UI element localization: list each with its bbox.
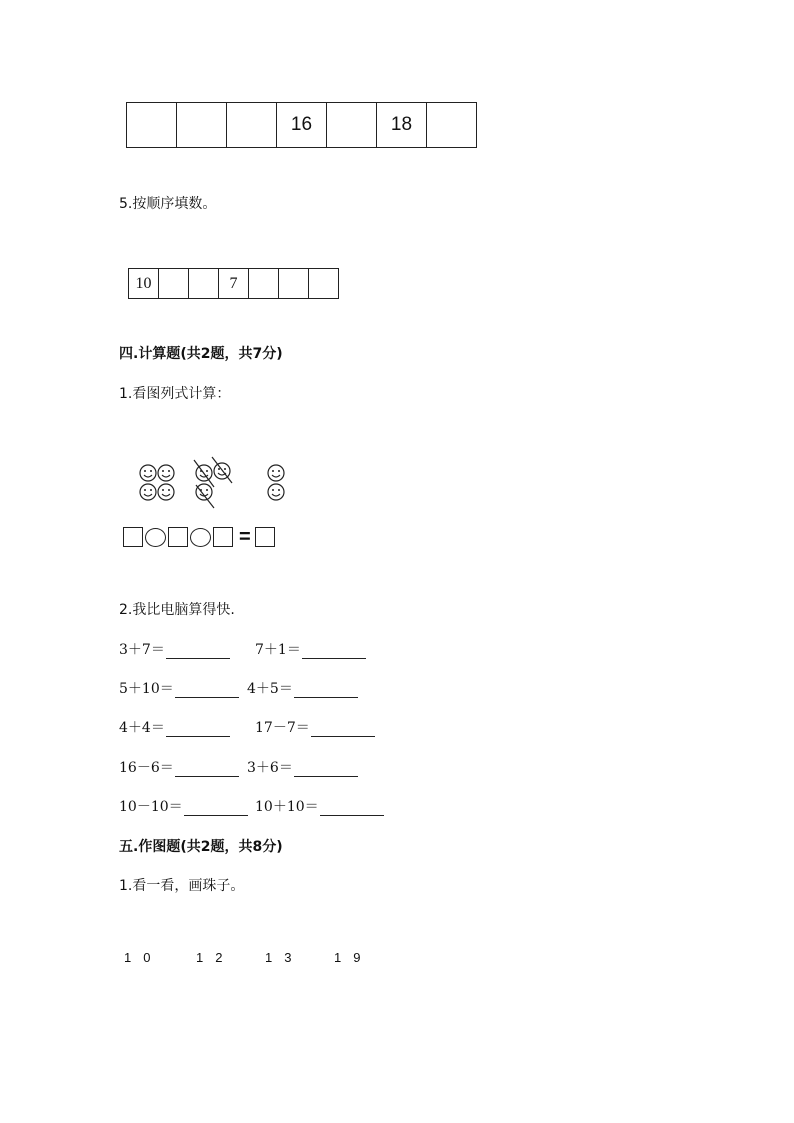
answer-box[interactable] — [168, 527, 188, 547]
answer-box[interactable] — [213, 527, 233, 547]
bead-number: 13 — [265, 950, 304, 965]
equation-row — [119, 757, 239, 777]
equation-row — [255, 717, 375, 737]
sequence-cell[interactable] — [189, 269, 219, 298]
question-4-1-label: 1.看图列式计算： — [119, 386, 231, 402]
smiley-faces-illustration — [130, 455, 300, 515]
number-sequence-q5 — [128, 268, 339, 299]
answer-blank[interactable] — [175, 762, 239, 777]
sequence-cell[interactable] — [127, 103, 177, 147]
answer-blank[interactable] — [311, 722, 375, 737]
equation-row — [119, 717, 230, 737]
answer-blank[interactable] — [166, 722, 230, 737]
equation-row — [119, 678, 239, 698]
sequence-cell[interactable] — [279, 269, 309, 298]
sequence-cell: 10 — [129, 269, 159, 298]
answer-blank[interactable] — [294, 683, 358, 698]
sequence-cell[interactable] — [327, 103, 377, 147]
answer-box[interactable] — [123, 527, 143, 547]
equation-text: 17－7＝ — [255, 720, 310, 736]
answer-blank[interactable] — [320, 801, 384, 816]
sequence-cell: 18 — [377, 103, 427, 147]
question-5-label: 5.按顺序填数。 — [119, 196, 217, 212]
number-sequence-top — [126, 102, 477, 148]
sequence-cell[interactable] — [177, 103, 227, 147]
answer-blank[interactable] — [184, 801, 248, 816]
answer-blank[interactable] — [302, 644, 366, 659]
section-5-title: 五.作图题(共2题，共8分) — [119, 839, 283, 855]
equation-row — [247, 678, 358, 698]
equation-text: 10＋10＝ — [255, 799, 319, 815]
bead-number: 12 — [196, 950, 235, 965]
equation-text: 16－6＝ — [119, 760, 174, 776]
sequence-cell[interactable] — [427, 103, 476, 147]
sequence-cell[interactable] — [309, 269, 338, 298]
bead-number: 10 — [124, 950, 163, 965]
equation-text: 10－10＝ — [119, 799, 183, 815]
sequence-cell[interactable] — [227, 103, 277, 147]
formula-template — [123, 527, 277, 547]
section-4-title: 四.计算题(共2题，共7分) — [119, 346, 283, 362]
equals-sign: = — [239, 526, 251, 548]
question-4-2-label: 2.我比电脑算得快. — [119, 602, 235, 618]
sequence-cell: 16 — [277, 103, 327, 147]
question-5-1-label: 1.看一看，画珠子。 — [119, 878, 245, 894]
result-box[interactable] — [255, 527, 275, 547]
sequence-cell[interactable] — [159, 269, 189, 298]
bead-number: 19 — [334, 950, 373, 965]
operator-circle[interactable] — [190, 528, 211, 547]
equation-text: 3＋7＝ — [119, 642, 165, 658]
answer-blank[interactable] — [294, 762, 358, 777]
equation-row — [119, 796, 248, 816]
equation-text: 5＋10＝ — [119, 681, 174, 697]
answer-blank[interactable] — [175, 683, 239, 698]
equation-row — [255, 796, 384, 816]
equation-text: 4＋4＝ — [119, 720, 165, 736]
sequence-cell: 7 — [219, 269, 249, 298]
answer-blank[interactable] — [166, 644, 230, 659]
operator-circle[interactable] — [145, 528, 166, 547]
equation-text: 4＋5＝ — [247, 681, 293, 697]
equation-row — [247, 757, 358, 777]
equation-text: 7＋1＝ — [255, 642, 301, 658]
equation-text: 3＋6＝ — [247, 760, 293, 776]
equation-row — [119, 639, 230, 659]
equation-row — [255, 639, 366, 659]
sequence-cell[interactable] — [249, 269, 279, 298]
